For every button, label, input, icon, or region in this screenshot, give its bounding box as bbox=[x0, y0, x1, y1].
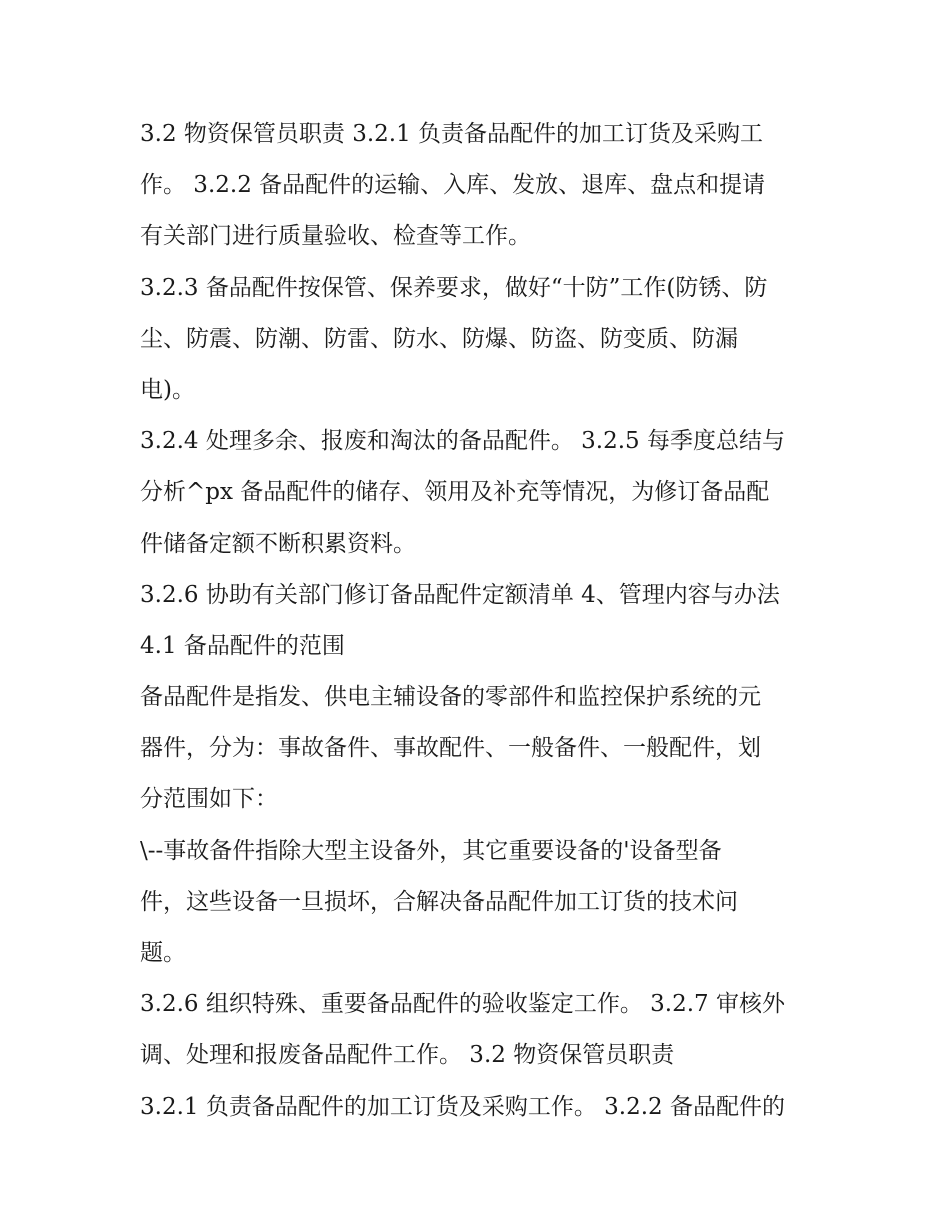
text-line: 题。 bbox=[140, 940, 186, 966]
text-line: 3.2 物资保管员职责 3.2.1 负责备品配件的加工订货及采购工 bbox=[140, 121, 764, 147]
text-line: 3.2.3 备品配件按保管、保养要求，做好“十防”工作(防锈、防 bbox=[140, 274, 768, 301]
text-line: 有关部门进行质量验收、检查等工作。 bbox=[140, 223, 531, 250]
text-line: 3.2.6 组织特殊、重要备品配件的验收鉴定工作。 3.2.7 审核外 bbox=[140, 991, 785, 1018]
text-line: \--事故备件指除大型主设备外，其它重要设备的'设备型备 bbox=[140, 837, 722, 864]
text-line: 3.2.6 协助有关部门修订备品配件定额清单 4、管理内容与办法 bbox=[140, 581, 780, 608]
text-line: 件，这些设备一旦损坏，合解决备品配件加工订货的技术问 bbox=[140, 888, 738, 915]
text-line: 3.2.1 负责备品配件的加工订货及采购工作。 3.2.2 备品配件的 bbox=[140, 1093, 785, 1120]
text-line: 电)。 bbox=[140, 376, 195, 403]
body-text bbox=[140, 109, 820, 1133]
section-heading: 4.1 备品配件的范围 bbox=[140, 632, 345, 659]
text-line: 作。 3.2.2 备品配件的运输、入库、发放、退库、盘点和提请 bbox=[140, 172, 766, 199]
text-line: 件储备定额不断积累资料。 bbox=[140, 530, 416, 557]
text-line: 调、处理和报废备品配件工作。 3.2 物资保管员职责 bbox=[140, 1042, 675, 1069]
text-line: 分范围如下： bbox=[140, 786, 278, 813]
text-line: 备品配件是指发、供电主辅设备的零部件和监控保护系统的元 bbox=[140, 684, 761, 711]
text-line: 3.2.4 处理多余、报废和淘汰的备品配件。 3.2.5 每季度总结与 bbox=[140, 428, 785, 455]
text-line: 器件，分为：事故备件、事故配件、一般备件、一般配件，划 bbox=[140, 735, 761, 762]
text-line: 分析^px 备品配件的储存、领用及补充等情况，为修订备品配 bbox=[140, 479, 770, 506]
text-line: 尘、防震、防潮、防雷、防水、防爆、防盗、防变质、防漏 bbox=[140, 325, 738, 352]
